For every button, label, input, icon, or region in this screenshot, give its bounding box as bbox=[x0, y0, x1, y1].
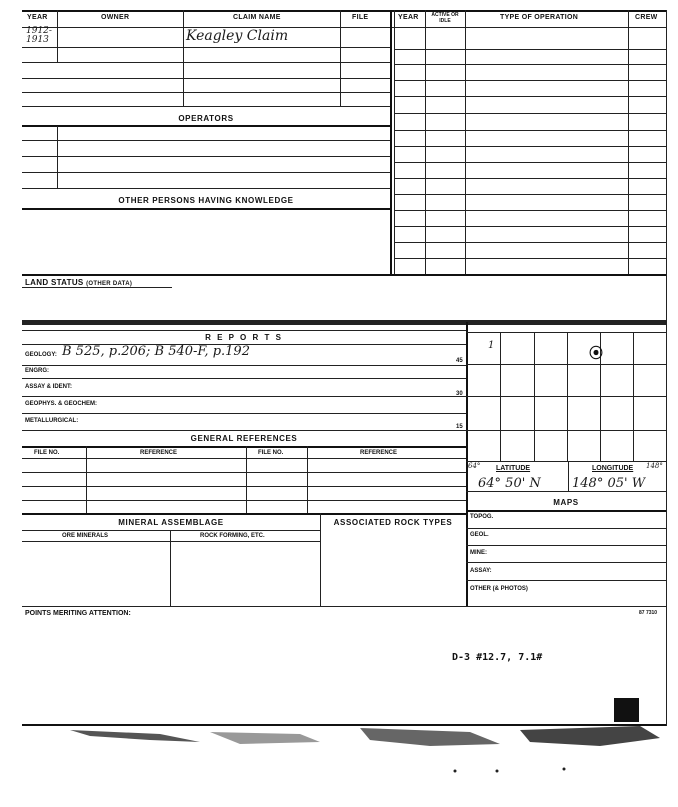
handwritten-year: 1912-1913 bbox=[26, 26, 52, 45]
header-year: YEAR bbox=[27, 14, 48, 21]
land-status-subtitle: (OTHER DATA) bbox=[86, 281, 133, 287]
maps-heading: MAPS bbox=[553, 498, 579, 507]
report-engrg-label: ENGRG: bbox=[25, 368, 49, 374]
ref-header-reference-2: REFERENCE bbox=[360, 450, 398, 456]
header-type-of-operation: TYPE OF OPERATION bbox=[500, 14, 579, 21]
report-geology-label: GEOLOGY: bbox=[25, 352, 57, 358]
margin-number-45: 45 bbox=[456, 358, 463, 364]
land-status-title: LAND STATUS bbox=[25, 278, 84, 287]
handwritten-geology: B 525, p.206; B 540-F, p.192 bbox=[62, 344, 250, 359]
scan-noise-strip bbox=[0, 724, 678, 784]
rock-forming-header: ROCK FORMING, ETC. bbox=[200, 533, 265, 539]
ref-header-file-no-1: FILE NO. bbox=[34, 450, 60, 456]
ref-header-reference-1: REFERENCE bbox=[140, 450, 178, 456]
header-crew: CREW bbox=[635, 14, 658, 21]
form-number: 87 7310 bbox=[639, 610, 658, 616]
report-geophys-label: GEOPHYS. & GEOCHEM: bbox=[25, 401, 98, 407]
map-topog-label: TOPOG. bbox=[470, 514, 494, 520]
typed-note: D-3 #12.7, 7.1# bbox=[452, 652, 543, 663]
land-status-label bbox=[25, 278, 132, 287]
other-persons-heading: OTHER PERSONS HAVING KNOWLEDGE bbox=[118, 196, 294, 205]
header-year-2: YEAR bbox=[398, 14, 419, 21]
map-geol-label: GEOL. bbox=[470, 532, 489, 538]
latitude-margin-note: 64° bbox=[468, 462, 481, 470]
operators-heading: OPERATORS bbox=[178, 114, 234, 123]
longitude-label: LONGITUDE bbox=[592, 465, 634, 472]
handwritten-claim-name: Keagley Claim bbox=[186, 28, 289, 44]
report-assay-label: ASSAY & IDENT: bbox=[25, 384, 73, 390]
grid-section-mark: 1 bbox=[488, 340, 495, 351]
associated-rock-types-heading: ASSOCIATED ROCK TYPES bbox=[333, 518, 453, 527]
header-claim-name: CLAIM NAME bbox=[233, 14, 281, 21]
circle-mark-icon: ⦿ bbox=[589, 345, 603, 361]
mineral-assemblage-heading: MINERAL ASSEMBLAGE bbox=[118, 518, 224, 527]
map-assay-label: ASSAY: bbox=[470, 568, 492, 574]
points-meriting-label: POINTS MERITING ATTENTION: bbox=[25, 610, 131, 617]
longitude-margin-note: 148° bbox=[646, 462, 663, 470]
header-file: FILE bbox=[352, 14, 369, 21]
header-owner: OWNER bbox=[101, 14, 130, 21]
ref-header-file-no-2: FILE NO. bbox=[258, 450, 284, 456]
map-other-label: OTHER (& PHOTOS) bbox=[470, 586, 528, 592]
map-mine-label: MINE: bbox=[470, 550, 487, 556]
scan-band-top bbox=[22, 320, 666, 325]
margin-number-15: 15 bbox=[456, 424, 463, 430]
margin-number-30: 30 bbox=[456, 391, 463, 397]
latitude-label: LATITUDE bbox=[496, 465, 531, 472]
ore-minerals-header: ORE MINERALS bbox=[62, 533, 109, 539]
header-active-idle: ACTIVE OR IDLE bbox=[431, 12, 459, 24]
handwritten-longitude: 148° 05' W bbox=[572, 476, 646, 491]
reports-heading: R E P O R T S bbox=[205, 333, 283, 342]
corner-mark bbox=[614, 698, 639, 722]
report-metallurgical-label: METALLURGICAL: bbox=[25, 418, 79, 424]
handwritten-latitude: 64° 50' N bbox=[478, 476, 541, 491]
general-references-heading: GENERAL REFERENCES bbox=[190, 434, 298, 443]
